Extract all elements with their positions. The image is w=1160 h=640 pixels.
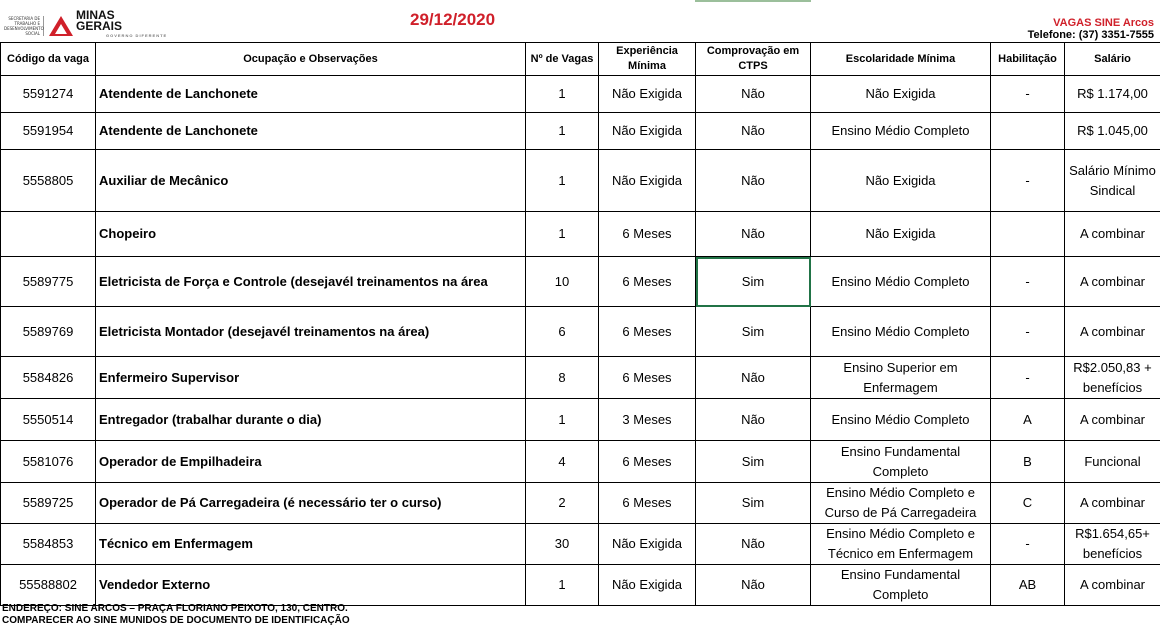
cell-ctps[interactable]: Não bbox=[696, 76, 811, 113]
cell-experience[interactable]: 6 Meses bbox=[599, 483, 696, 524]
table-row bbox=[1, 357, 1160, 399]
cell-license[interactable] bbox=[991, 212, 1065, 257]
cell-license[interactable]: - bbox=[991, 357, 1065, 399]
cell-occupation[interactable]: Entregador (trabalhar durante o dia) bbox=[96, 399, 526, 441]
cell-occupation[interactable]: Atendente de Lanchonete bbox=[96, 113, 526, 150]
cell-experience[interactable]: 6 Meses bbox=[599, 212, 696, 257]
cell-ctps[interactable]: Não bbox=[696, 565, 811, 606]
cell-license[interactable]: - bbox=[991, 150, 1065, 212]
cell-license[interactable]: B bbox=[991, 441, 1065, 483]
cell-education[interactable]: Ensino Fundamental Completo bbox=[811, 441, 991, 483]
cell-ctps[interactable]: Não bbox=[696, 150, 811, 212]
header-num-vagas[interactable]: Nº de Vagas bbox=[526, 43, 599, 76]
table-row bbox=[1, 524, 1160, 565]
cell-num-vagas[interactable]: 1 bbox=[526, 565, 599, 606]
cell-code[interactable]: 5584826 bbox=[1, 357, 96, 399]
cell-num-vagas[interactable]: 30 bbox=[526, 524, 599, 565]
table-header-row bbox=[1, 43, 1160, 76]
cell-code[interactable]: 5550514 bbox=[1, 399, 96, 441]
cell-occupation[interactable]: Chopeiro bbox=[96, 212, 526, 257]
cell-salary[interactable]: A combinar bbox=[1065, 257, 1160, 307]
cell-experience[interactable]: Não Exigida bbox=[599, 524, 696, 565]
cell-education[interactable]: Ensino Médio Completo bbox=[811, 257, 991, 307]
cell-education[interactable]: Ensino Fundamental Completo bbox=[811, 565, 991, 606]
cell-education[interactable]: Ensino Médio Completo e Curso de Pá Carregadeira bbox=[811, 483, 991, 524]
phone-number: Telefone: (37) 3351-7555 bbox=[1027, 29, 1154, 41]
table-row bbox=[1, 113, 1160, 150]
cell-salary[interactable]: Salário Mínimo Sindical bbox=[1065, 150, 1160, 212]
cell-code[interactable]: 5591954 bbox=[1, 113, 96, 150]
logo-sub: GOVERNO DIFERENTE bbox=[106, 33, 168, 38]
column-selection-indicator bbox=[695, 0, 811, 2]
header-habilitacao[interactable]: Habilitação bbox=[991, 43, 1065, 76]
cell-num-vagas[interactable]: 1 bbox=[526, 76, 599, 113]
cell-salary[interactable]: R$1.654,65+ benefícios bbox=[1065, 524, 1160, 565]
cell-ctps[interactable]: Sim bbox=[696, 441, 811, 483]
header-ocupacao[interactable]: Ocupação e Observações bbox=[96, 43, 526, 76]
cell-code[interactable]: 55588802 bbox=[1, 565, 96, 606]
cell-occupation[interactable]: Atendente de Lanchonete bbox=[96, 76, 526, 113]
cell-ctps[interactable]: Não bbox=[696, 524, 811, 565]
header-escolaridade[interactable]: Escolaridade Mínima bbox=[811, 43, 991, 76]
cell-license[interactable]: A bbox=[991, 399, 1065, 441]
cell-code[interactable]: 5589775 bbox=[1, 257, 96, 307]
cell-num-vagas[interactable]: 1 bbox=[526, 399, 599, 441]
cell-ctps[interactable]: Não bbox=[696, 357, 811, 399]
vagas-title: VAGAS SINE Arcos bbox=[1053, 17, 1154, 29]
cell-education[interactable]: Ensino Superior em Enfermagem bbox=[811, 357, 991, 399]
cell-education[interactable]: Não Exigida bbox=[811, 76, 991, 113]
cell-license[interactable]: - bbox=[991, 76, 1065, 113]
header-experiencia[interactable]: Experiência Mínima bbox=[599, 43, 696, 76]
cell-occupation[interactable]: Vendedor Externo bbox=[96, 565, 526, 606]
cell-occupation[interactable]: Eletricista Montador (desejavél treinamentos na área) bbox=[96, 307, 526, 357]
cell-code[interactable] bbox=[1, 212, 96, 257]
page-header bbox=[0, 0, 1160, 42]
footer-address: ENDEREÇO: SINE ARCOS – PRAÇA FLORIANO PEIXOTO, 130, CENTRO. bbox=[2, 603, 348, 614]
cell-salary[interactable]: R$ 1.174,00 bbox=[1065, 76, 1160, 113]
header-ctps[interactable]: Comprovação em CTPS bbox=[696, 43, 811, 76]
cell-num-vagas[interactable]: 4 bbox=[526, 441, 599, 483]
footer-instructions: COMPARECER AO SINE MUNIDOS DE DOCUMENTO DE IDENTIFICAÇÃO bbox=[2, 615, 350, 626]
cell-education[interactable]: Ensino Médio Completo e Técnico em Enfermagem bbox=[811, 524, 991, 565]
cell-num-vagas[interactable]: 2 bbox=[526, 483, 599, 524]
cell-occupation[interactable]: Eletricista de Força e Controle (desejavél treinamentos na área bbox=[96, 257, 526, 307]
cell-num-vagas[interactable]: 1 bbox=[526, 113, 599, 150]
cell-salary[interactable]: A combinar bbox=[1065, 565, 1160, 606]
cell-license[interactable]: AB bbox=[991, 565, 1065, 606]
cell-education[interactable]: Ensino Médio Completo bbox=[811, 307, 991, 357]
cell-code[interactable]: 5589769 bbox=[1, 307, 96, 357]
cell-num-vagas[interactable]: 6 bbox=[526, 307, 599, 357]
cell-occupation[interactable]: Operador de Empilhadeira bbox=[96, 441, 526, 483]
cell-experience[interactable]: 6 Meses bbox=[599, 257, 696, 307]
table-row bbox=[1, 257, 1160, 307]
table-row bbox=[1, 565, 1160, 606]
cell-experience[interactable]: 3 Meses bbox=[599, 399, 696, 441]
table-row bbox=[1, 212, 1160, 257]
cell-experience[interactable]: Não Exigida bbox=[599, 565, 696, 606]
cell-experience[interactable]: Não Exigida bbox=[599, 76, 696, 113]
cell-code[interactable]: 5589725 bbox=[1, 483, 96, 524]
page-footer bbox=[2, 603, 350, 627]
cell-salary[interactable]: A combinar bbox=[1065, 212, 1160, 257]
cell-code[interactable]: 5591274 bbox=[1, 76, 96, 113]
cell-license[interactable] bbox=[991, 113, 1065, 150]
cell-occupation[interactable]: Auxiliar de Mecânico bbox=[96, 150, 526, 212]
cell-salary[interactable]: Funcional bbox=[1065, 441, 1160, 483]
cell-experience[interactable]: 6 Meses bbox=[599, 441, 696, 483]
cell-license[interactable]: - bbox=[991, 524, 1065, 565]
table-row bbox=[1, 150, 1160, 212]
cell-license[interactable]: - bbox=[991, 307, 1065, 357]
header-salario[interactable]: Salário bbox=[1065, 43, 1160, 76]
table-row bbox=[1, 76, 1160, 113]
triangle-logo-icon bbox=[48, 15, 74, 37]
logo-line1: MINAS bbox=[76, 8, 115, 22]
vacancies-table bbox=[0, 42, 1160, 606]
cell-license[interactable]: C bbox=[991, 483, 1065, 524]
cell-code[interactable]: 5558805 bbox=[1, 150, 96, 212]
cell-license[interactable]: - bbox=[991, 257, 1065, 307]
cell-experience[interactable]: Não Exigida bbox=[599, 113, 696, 150]
cell-code[interactable]: 5581076 bbox=[1, 441, 96, 483]
cell-salary[interactable]: A combinar bbox=[1065, 399, 1160, 441]
table-body bbox=[1, 76, 1160, 606]
cell-ctps[interactable]: Não bbox=[696, 212, 811, 257]
table-row bbox=[1, 441, 1160, 483]
cell-ctps[interactable]: Não bbox=[696, 113, 811, 150]
cell-education[interactable]: Não Exigida bbox=[811, 150, 991, 212]
cell-education[interactable]: Ensino Médio Completo bbox=[811, 399, 991, 441]
table-row bbox=[1, 307, 1160, 357]
cell-ctps[interactable]: Sim bbox=[696, 483, 811, 524]
cell-experience[interactable]: 6 Meses bbox=[599, 357, 696, 399]
cell-ctps[interactable]: Sim bbox=[696, 307, 811, 357]
header-codigo[interactable]: Código da vaga bbox=[1, 43, 96, 76]
cell-salary[interactable]: R$ 1.045,00 bbox=[1065, 113, 1160, 150]
secretaria-label: SECRETARIA DE TRABALHO E DESENVOLVIMENTO SOCIAL bbox=[4, 15, 44, 36]
cell-occupation[interactable]: Técnico em Enfermagem bbox=[96, 524, 526, 565]
cell-num-vagas[interactable]: 8 bbox=[526, 357, 599, 399]
cell-occupation[interactable]: Enfermeiro Supervisor bbox=[96, 357, 526, 399]
cell-salary[interactable]: A combinar bbox=[1065, 307, 1160, 357]
cell-experience[interactable]: Não Exigida bbox=[599, 150, 696, 212]
cell-education[interactable]: Ensino Médio Completo bbox=[811, 113, 991, 150]
cell-code[interactable]: 5584853 bbox=[1, 524, 96, 565]
logo-line2: GERAIS bbox=[76, 19, 123, 33]
cell-salary[interactable]: R$2.050,83 + benefícios bbox=[1065, 357, 1160, 399]
table-row bbox=[1, 399, 1160, 441]
minas-gerais-logo bbox=[4, 10, 167, 41]
cell-experience[interactable]: 6 Meses bbox=[599, 307, 696, 357]
cell-occupation[interactable]: Operador de Pá Carregadeira (é necessário ter o curso) bbox=[96, 483, 526, 524]
page-date: 29/12/2020 bbox=[410, 10, 496, 29]
table-row bbox=[1, 483, 1160, 524]
cell-ctps[interactable]: Sim bbox=[696, 257, 811, 307]
cell-num-vagas[interactable]: 1 bbox=[526, 212, 599, 257]
cell-salary[interactable]: A combinar bbox=[1065, 483, 1160, 524]
cell-education[interactable]: Não Exigida bbox=[811, 212, 991, 257]
cell-num-vagas[interactable]: 10 bbox=[526, 257, 599, 307]
cell-ctps[interactable]: Não bbox=[696, 399, 811, 441]
cell-num-vagas[interactable]: 1 bbox=[526, 150, 599, 212]
